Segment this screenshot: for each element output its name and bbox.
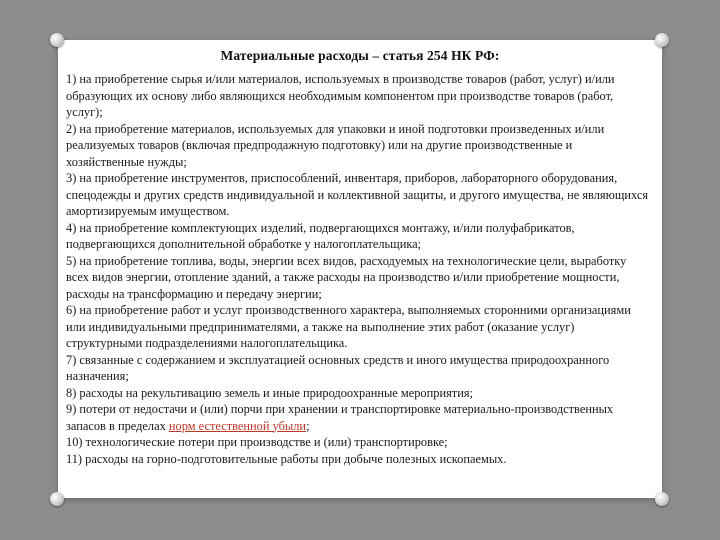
list-item-9-end: ; (306, 418, 310, 433)
list-item-2: 2) на приобретение материалов, используемых для упаковки и иной подготовки произведенных и/или реализуемых товаров (включая предпродажную подготовку) или на другие производственные и хозяйственные нужды; (66, 121, 605, 169)
list-item-11: 11) расходы на горно-подготовительные работы при добыче полезных ископаемых. (66, 451, 507, 466)
list-item-9-text: 9) потери от недостачи и (или) порчи при хранении и транспортировке материально-производственных запасов в пределах (66, 402, 614, 433)
list-item-1: 1) на приобретение сырья и/или материалов, используемых в производстве товаров (работ, услуг) и/или образующих их основу либо являющихся необходимым компонентом при производстве товаров (работ, услуг); (66, 72, 615, 119)
list-item-5: 5) на приобретение топлива, воды, энергии всех видов, расходуемых на технологические цели, выработку всех видов энергии, отопление зданий, а также расходы на производство и/или приобретение мощности, расходы на трансформацию и передачу энергии; (66, 253, 627, 301)
slide-card (58, 40, 662, 498)
natural-loss-norms-link[interactable]: норм естественной убыли (168, 418, 307, 433)
page-title: Материальные расходы – статья 254 НК РФ: (220, 48, 500, 63)
list-item-8: 8) расходы на рекультивацию земель и иные природоохранные мероприятия; (66, 385, 473, 400)
expense-list (66, 71, 652, 467)
pushpin-icon (655, 492, 669, 506)
pushpin-icon (655, 33, 669, 47)
list-item-3: 3) на приобретение инструментов, приспособлений, инвентаря, приборов, лабораторного оборудования, спецодежды и других средств индивидуальной и коллективной защиты, и другого имущества, не являющихся амортизируемым имуществом. (66, 171, 649, 218)
list-item-7: 7) связанные с содержанием и эксплуатацией основных средств и иного имущества природоохранного назначения; (66, 352, 610, 383)
list-item-4: 4) на приобретение комплектующих изделий, подвергающихся монтажу, и/или полуфабрикатов, подвергающихся дополнительной обработке у налогоплательщика; (66, 220, 575, 251)
pushpin-icon (50, 33, 64, 47)
pushpin-icon (50, 492, 64, 506)
list-item-9 (66, 401, 652, 434)
list-item-6: 6) на приобретение работ и услуг производственного характера, выполняемых сторонними организациями или индивидуальными предпринимателями, а также на выполнение этих работ (оказание услуг) структурными подразделениями налогоплательщика. (66, 303, 631, 350)
list-item-10: 10) технологические потери при производстве и (или) транспортировке; (66, 435, 448, 449)
